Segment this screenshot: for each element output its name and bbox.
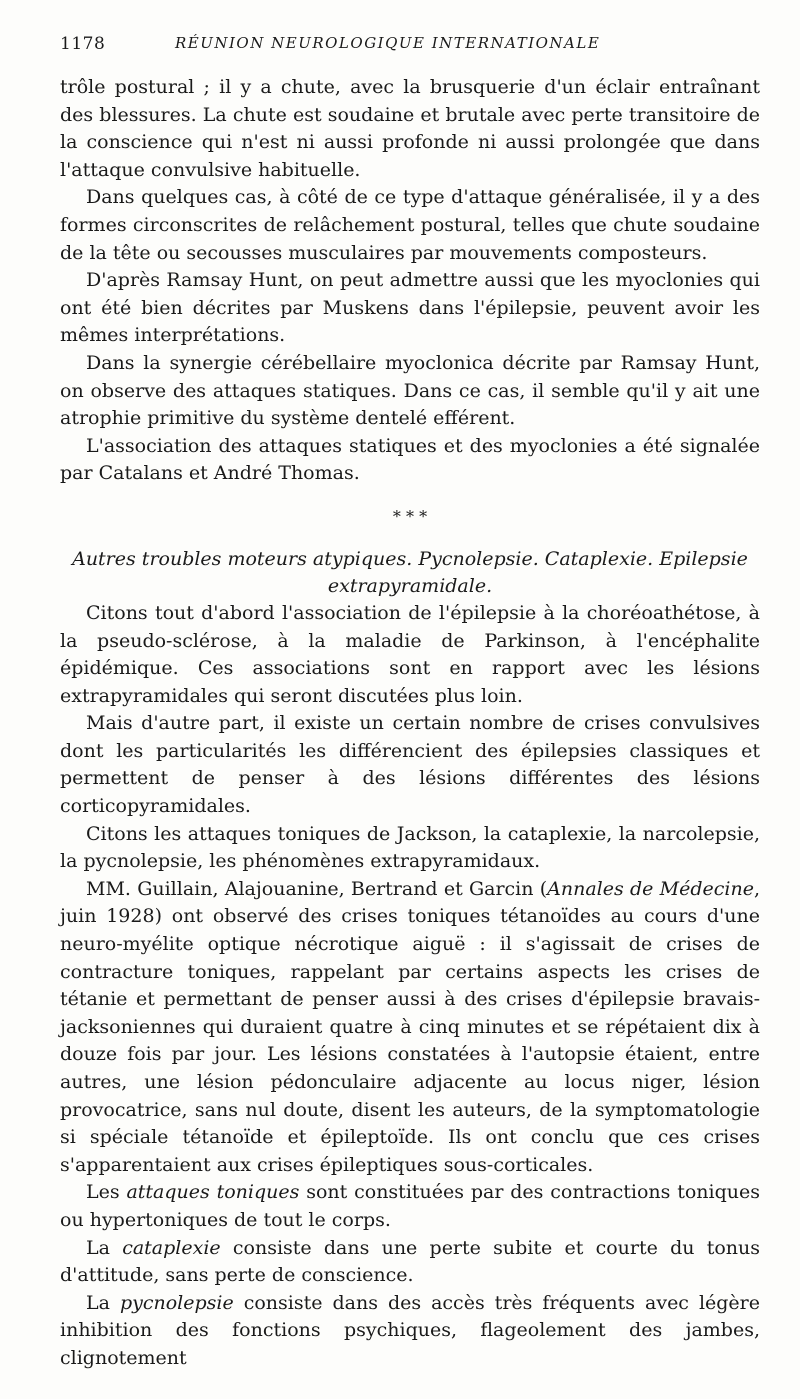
paragraph bbox=[60, 1290, 760, 1373]
term-emphasis: cataplexie bbox=[122, 1236, 221, 1259]
running-title: RÉUNION NEUROLOGIQUE INTERNATIONALE bbox=[175, 34, 601, 52]
paragraph: Mais d'autre part, il existe un certain nombre de crises convulsives dont les particularités les différencient des épilepsies classiques et permettent de penser à des lésions différentes des lésions corticopyramidales. bbox=[60, 712, 760, 818]
section-separator: * * * bbox=[392, 506, 428, 526]
term-emphasis: pycnolepsie bbox=[119, 1291, 234, 1314]
paragraph-text: MM. Guillain, Alajouanine, Bertrand et Garcin ( bbox=[86, 877, 548, 900]
paragraph bbox=[60, 1179, 760, 1234]
section-heading: Autres troubles moteurs atypiques. Pycnolepsie. Cataplexie. Epilepsie extrapyramidale. bbox=[72, 547, 748, 597]
paragraph-text: consiste dans des accès très fréquents avec légère inhibition des fonctions psychiques, flageolement des jambes, clignotement bbox=[60, 1291, 760, 1369]
paragraph: D'après Ramsay Hunt, on peut admettre aussi que les myoclonies qui ont été bien décrites par Muskens dans l'épilepsie, peuvent avoir les mêmes interprétations. bbox=[60, 269, 760, 347]
paragraph: L'association des attaques statiques et des myoclonies a été signalée par Catalans et André Thomas. bbox=[60, 434, 760, 485]
paragraph: Dans la synergie cérébellaire myoclonica décrite par Ramsay Hunt, on observe des attaques statiques. Dans ce cas, il semble qu'il y ait une atrophie primitive du système dentelé efférent. bbox=[60, 351, 760, 430]
term-emphasis: attaques toniques bbox=[126, 1181, 300, 1204]
paragraph-text: sont constituées par des contractions toniques ou hypertoniques de tout le corps. bbox=[60, 1181, 760, 1231]
journal-title: Annales de Médecine bbox=[547, 877, 754, 900]
paragraph: Citons les attaques toniques de Jackson, la cataplexie, la narcolepsie, la pycnolepsie, les phénomènes extrapyramidaux. bbox=[60, 822, 760, 873]
paragraph-text: Les bbox=[86, 1181, 127, 1204]
paragraph: trôle postural ; il y a chute, avec la brusquerie d'un éclair entraînant des blessures. La chute est soudaine et brutale avec perte transitoire de la conscience qui n'est ni aussi profonde ni aussi prolongée que dans l'attaque convulsive habituelle. bbox=[60, 76, 760, 181]
paragraph-text: consiste dans une perte subite et courte du tonus d'attitude, sans perte de conscience. bbox=[60, 1236, 761, 1287]
paragraph-text: La bbox=[86, 1291, 120, 1314]
paragraph-text: La bbox=[86, 1236, 123, 1259]
body-text bbox=[60, 74, 760, 1373]
paragraph bbox=[60, 1235, 760, 1290]
page-number: 1178 bbox=[60, 34, 106, 54]
paragraph: Citons tout d'abord l'association de l'épilepsie à la choréoathétose, à la pseudo-sclérose, à la maladie de Parkinson, à l'encéphalite épidémique. Ces associations sont en rapport avec les lésions extrapyramidales qui seront discutées plus loin. bbox=[60, 601, 760, 707]
paragraph-text: , juin 1928) ont observé des crises toniques tétanoïdes au cours d'une neuro-myélite optique nécrotique aiguë : il s'agissait de crises de contracture toniques, rappelant par certains aspects les crises de tétanie et permettant de penser aussi à des crises d'épilepsie bravais-jacksoniennes qui duraient quatre à cinq minutes et se répétaient dix à douze fois par jour. Les lésions constatées à l'autopsie étaient, entre autres, une lésion pédonculaire adjacente au locus niger, lésion provocatrice, sans nul doute, disent les auteurs, de la symptomatologie si spéciale tétanoïde et épileptoïde. Ils ont conclu que ces crises s'apparentaient aux crises épileptiques sous-corticales. bbox=[60, 877, 760, 1176]
paragraph bbox=[60, 876, 760, 1180]
paragraph: Dans quelques cas, à côté de ce type d'attaque généralisée, il y a des formes circonscrites de relâchement postural, telles que chute soudaine de la tête ou secousses musculaires par mouvements composteurs. bbox=[60, 186, 760, 264]
